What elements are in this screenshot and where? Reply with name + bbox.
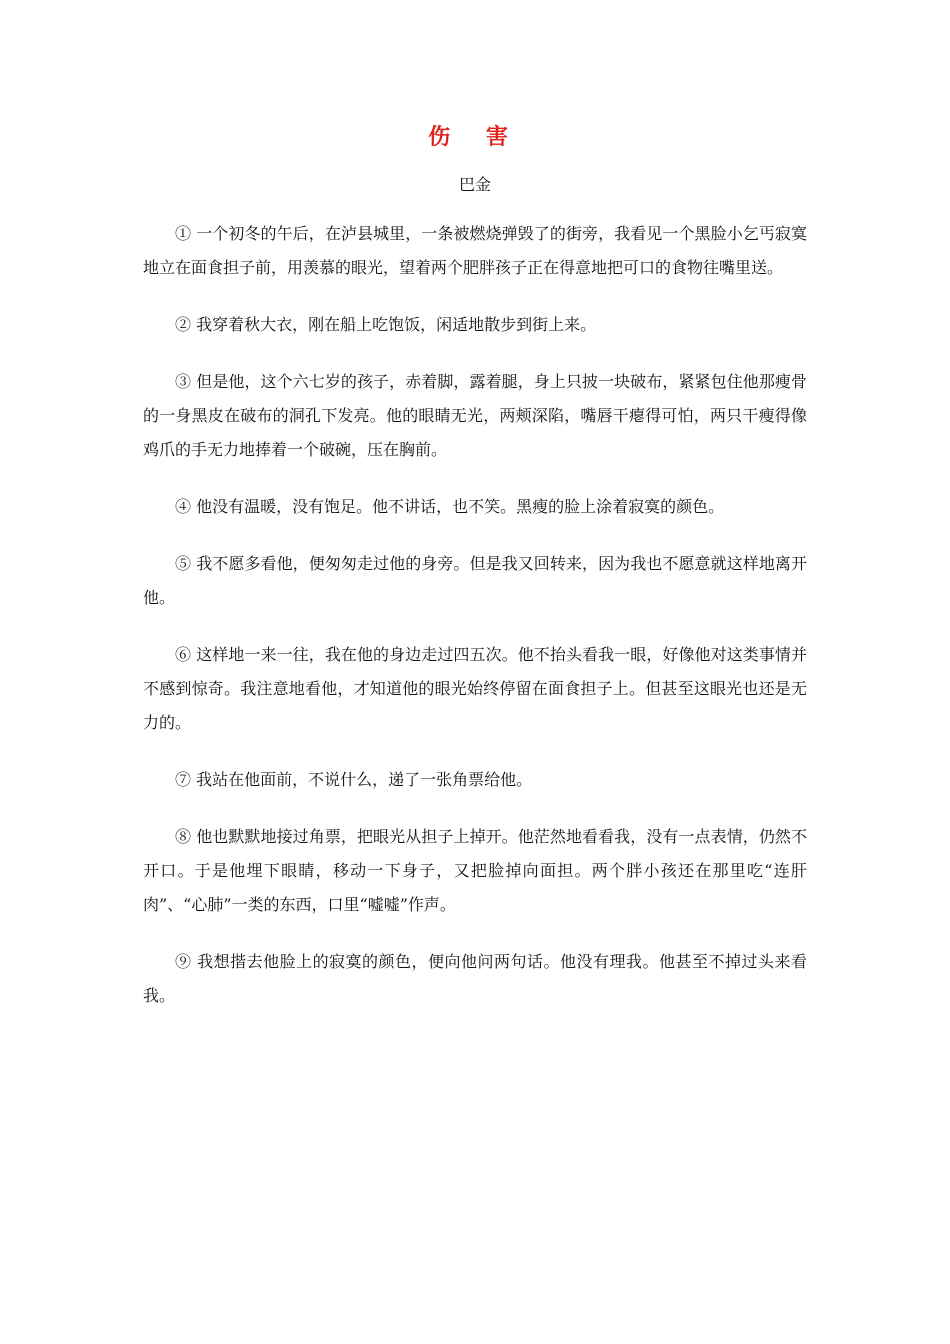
document-title: 伤 害 [428,124,522,150]
paragraph-7: ⑦ 我站在他面前，不说什么，递了一张角票给他。 [175,770,533,789]
paragraph-1: ① 一个初冬的午后，在泸县城里，一条被燃烧弹毁了的街旁，我看见一个黑脸小乞丐寂寞地立在面食担子前，用羡慕的眼光，望着两个肥胖孩子正在得意地把可口的食物往嘴里送。 [143,224,807,277]
document-body [143,217,807,1036]
paragraph-8: ⑧ 他也默默地接过角票，把眼光从担子上掉开。他茫然地看看我，没有一点表情，仍然不开口。于是他埋下眼睛，移动一下身子，又把脸掉向面担。两个胖小孩还在那里吃“连肝肉”、“心肺”一类的东西，口里“嘘嘘”作声。 [143,827,807,914]
paragraph-4: ④ 他没有温暖，没有饱足。他不讲话，也不笑。黑瘦的脸上涂着寂寞的颜色。 [175,497,725,516]
paragraph-5: ⑤ 我不愿多看他，便匆匆走过他的身旁。但是我又回转来，因为我也不愿意就这样地离开他。 [143,554,807,607]
paragraph-2: ② 我穿着秋大衣，刚在船上吃饱饭，闲适地散步到街上来。 [175,315,597,334]
author-name: 巴金 [458,175,491,194]
paragraph-3: ③ 但是他，这个六七岁的孩子，赤着脚，露着腿，身上只披一块破布，紧紧包住他那瘦骨的一身黑皮在破布的洞孔下发亮。他的眼睛无光，两颊深陷，嘴唇干瘪得可怕，两只干瘦得像鸡爪的手无力地捧着一个破碗，压在胸前。 [143,372,807,459]
paragraph-6: ⑥ 这样地一来一往，我在他的身边走过四五次。他不抬头看我一眼，好像他对这类事情并不感到惊奇。我注意地看他，才知道他的眼光始终停留在面食担子上。但甚至这眼光也还是无力的。 [143,645,807,732]
paragraph-9: ⑨ 我想揩去他脸上的寂寞的颜色，便向他问两句话。他没有理我。他甚至不掉过头来看我。 [143,952,807,1005]
